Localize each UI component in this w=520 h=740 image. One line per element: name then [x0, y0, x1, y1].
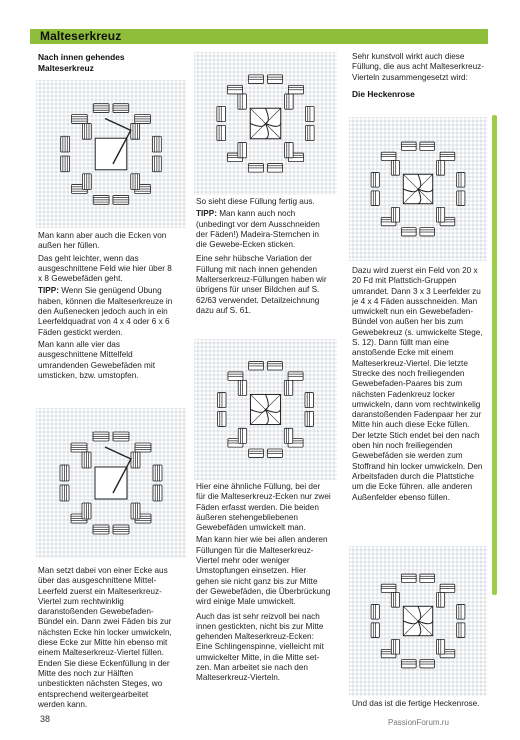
paragraph: Man kann alle vier das ausgeschnittene Mittelfeld umrandenden Gewebefäden mit umsticken, bzw. umstopfen.: [38, 339, 155, 380]
paragraph: So sieht diese Füllung fertig aus.: [196, 197, 315, 206]
edge-tab: [492, 115, 497, 595]
filling: [403, 174, 432, 203]
subheading-inner-maltese: Nach innen gehendes Malteserkreuz: [38, 52, 125, 73]
filling: [250, 394, 280, 424]
page-number: 38: [40, 714, 51, 724]
embroidery-chart-3: [194, 52, 337, 195]
col2-text-block-2: [196, 482, 331, 686]
col1-text-block-1: [38, 231, 176, 383]
tip-text: Man kann auch noch (unbedingt vor dem Ausschneiden der Fäden!) Madeira-Sternchen in die Gewebe-Ecken sticken.: [196, 209, 320, 250]
watermark: PassionForum.ru: [388, 718, 449, 727]
filling: [95, 447, 131, 499]
figure-embroidery-4: [194, 339, 337, 480]
tip-label: TIPP:: [196, 209, 217, 219]
embroidery-chart-4: [194, 339, 337, 480]
figure-embroidery-2: [36, 408, 186, 558]
figure-embroidery-3: [194, 52, 337, 195]
filling: [403, 606, 432, 635]
paragraph: Man setzt dabei von einer Ecke aus über das ausgeschnittene Mittel-Leerfeld zuerst ein Malteserkreuz-Viertel zum rechtwinklig daranstoßenden Gewebefaden-Bündel ein. Dann zwei Fäden bis zur nächsten Ecke hin locker umwickeln, diese Ecke zur Mitte hin ebenso mit einem Malteserkreuz-Viertel füllen. Enden Sie diese Eckenfüllung in der Mitte des noch zur Hälften unbestickten nächsten Steges, wo entsprechend weitergearbeitet werden kann.: [38, 566, 172, 709]
col2-text-block-1: [196, 197, 331, 318]
tip-paragraph: [38, 286, 176, 337]
tip-text: Wenn Sie genügend Übung haben, können die Malteserkreuze in den Außenecken jedoch auch in ein Leerfeldquadrat von 4 x 4 oder 6 x 6 Fäden gestickt werden.: [38, 286, 173, 337]
paragraph: Hier eine ähnliche Füllung, bei der für die Malteserkreuz-Ecken nur zwei Fäden erfasst werden. Die beiden äußeren stehengebliebenen Gewebefäden umwickelt man.: [196, 482, 331, 533]
col3-caption: [352, 699, 484, 711]
col3-text-block-1: [352, 52, 484, 101]
embroidery-chart-5: [349, 117, 487, 261]
page-title: Malteserkreuz: [40, 29, 122, 43]
tip-paragraph: [196, 209, 331, 250]
col3-text-block-2: [352, 266, 484, 505]
tip-label: TIPP:: [38, 286, 59, 296]
paragraph: Man kann aber auch die Ecken von außen her füllen.: [38, 231, 167, 251]
col1-text-block-2: [38, 566, 176, 712]
figure-embroidery-6: [349, 546, 487, 696]
paragraph: Eine sehr hübsche Variation der Füllung mit nach innen gehenden Malterserkreuz-Füllungen haben wir übrigens für unser Bildchen auf S. 62/63 verwendet. Detailzeichnung dazu auf S. 61.: [196, 254, 327, 315]
figure-embroidery-5: [349, 117, 487, 261]
paragraph: Dazu wird zuerst ein Feld von 20 x 20 Fd mit Plattstich-Gruppen umrandet. Dann 3 x 3 Leerfelder zu je 4 x 4 Fäden ausschneiden. Man umwickelt nun ein Gewebefaden-Bündel von außen her bis zum Gewebekreuz (s. umwickelte Stege, S. 12). Dann füllt man eine anstoßende Ecke mit einem Malteserkreuz-Viertel. Die letzte Strecke des noch freiliegenden Gewebefaden-Paares bis zum nächsten Fadenkreuz locker umwickeln, dann vom rechtwinkelig daranstoßenden Fadenpaar her zur Mitte hin auch diese Ecke füllen. Der letzte Stich endet bei den nach oben hin noch freiliegenden Gewebefäden sie werden zum Stoffrand hin locker umwickeln. Den Arbeitsfaden durch die Plattstiche um die Ecke führen. alle anderen Außenfelder ebenso füllen.: [352, 266, 483, 502]
filling: [95, 118, 131, 169]
figure-embroidery-1: [36, 80, 186, 228]
paragraph: Auch das ist sehr reizvoll bei nach innen gestickten, nicht bis zur Mitte gehenden Malteserkreuz-Ecken: Eine Schlingenspinne, vielleicht mit umwickelter Mitte, in die Mitte set-zen. Man arbeitet sie nach den Malteserkreuz-Vierteln.: [196, 611, 324, 683]
embroidery-chart-2: [36, 408, 186, 558]
paragraph: Sehr kunstvoll wirkt auch diese Füllung, die aus acht Malteserkreuz-Vierteln zusammengesetzt wird:: [352, 52, 484, 82]
subheading-heckenrose: Die Heckenrose: [352, 88, 415, 99]
paragraph: Man kann hier wie bei allen anderen Füllungen für die Malteserkreuz-Viertel mehr oder weniger Umstopfungen einsetzen. Hier gehen sie nicht ganz bis zur Mitte der Gewebefäden, die Überbrückung wird einige Male umwickelt.: [196, 535, 331, 607]
embroidery-chart-1: [36, 80, 186, 228]
paragraph: Und das ist die fertige Heckenrose.: [352, 699, 480, 708]
paragraph: Das geht leichter, wenn das ausgeschnittene Feld wie hier über 8 x 8 Gewebefäden geht.: [38, 253, 172, 284]
filling: [250, 108, 281, 139]
col1-subheading: [38, 52, 176, 75]
embroidery-chart-6: [349, 546, 487, 696]
